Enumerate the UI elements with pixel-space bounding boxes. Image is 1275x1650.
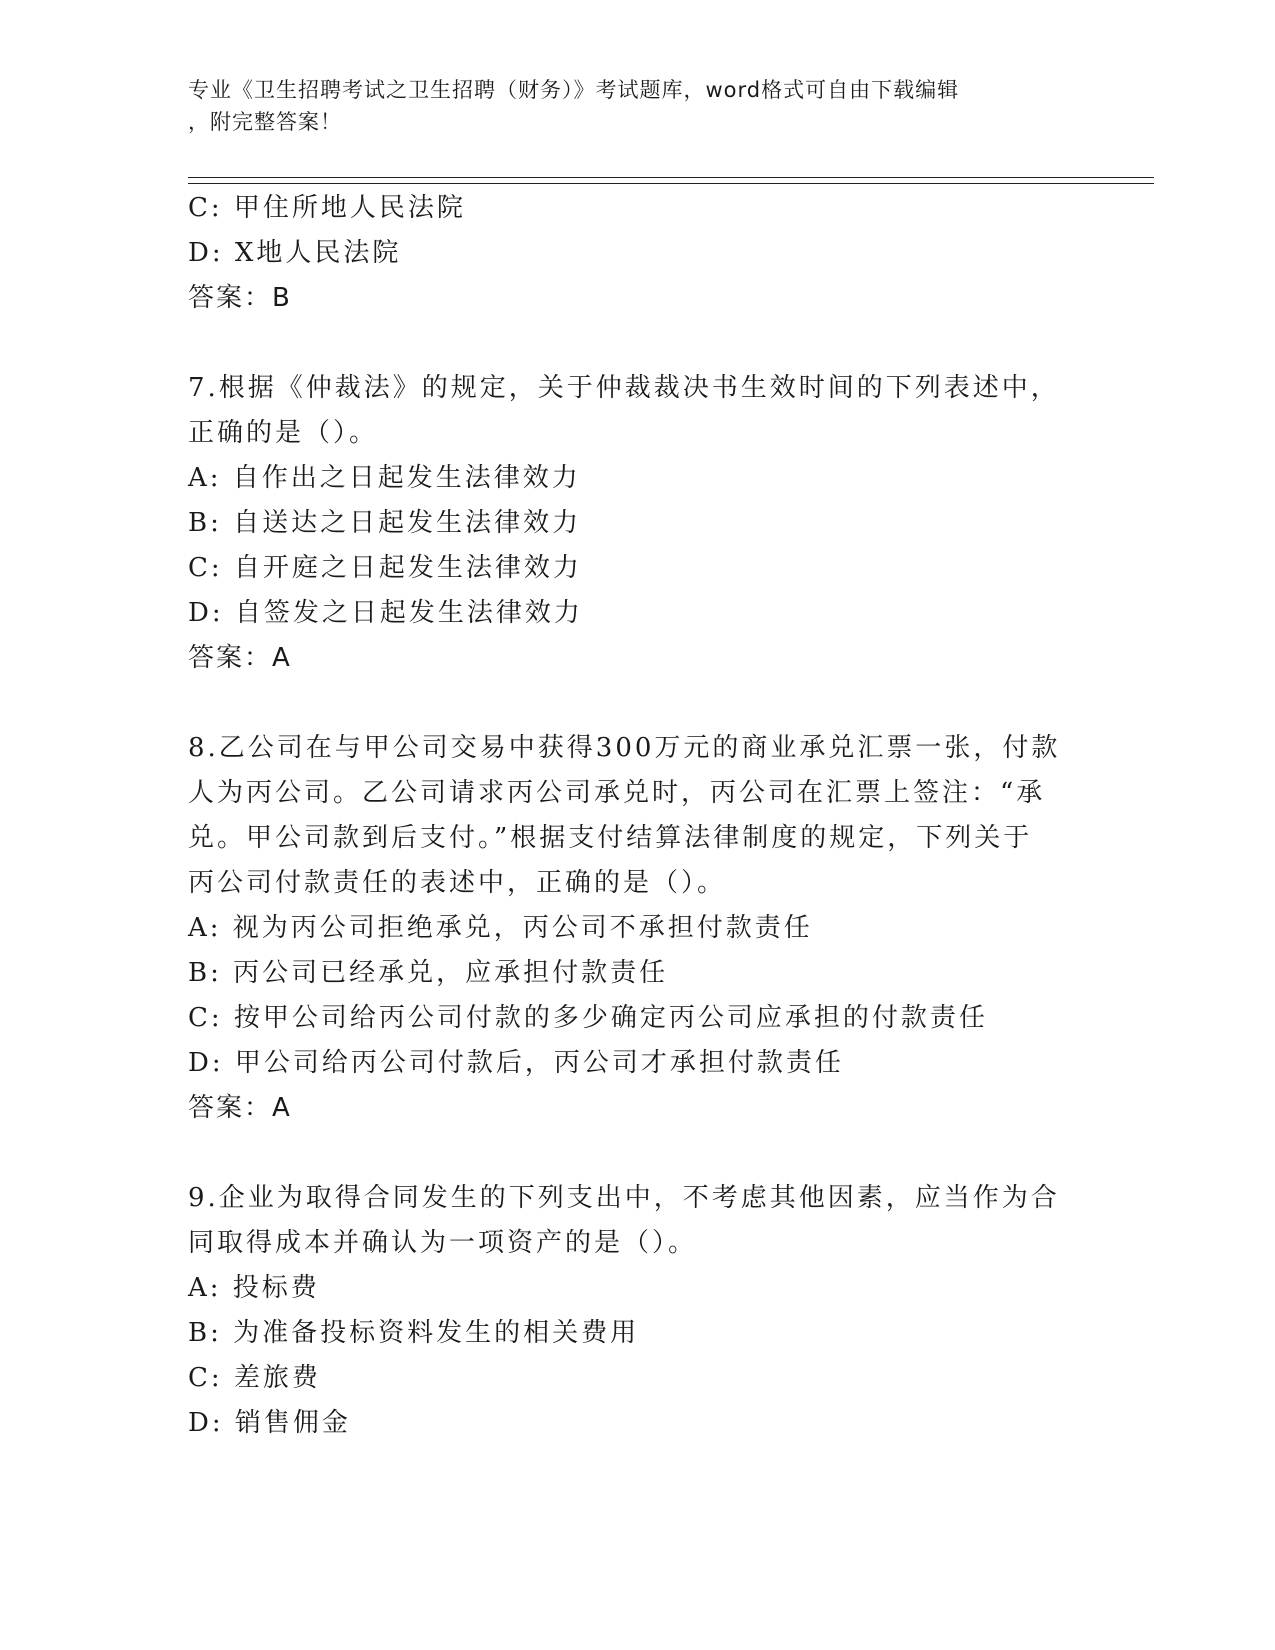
header-divider-top — [188, 177, 1154, 178]
answer: 答案：A — [188, 643, 292, 673]
option-d: D: 自签发之日起发生法律效力 — [188, 598, 583, 628]
answer: 答案：A — [188, 1093, 292, 1123]
question-stem-line: 正确的是（）。 — [188, 418, 379, 448]
question-stem-line: 同取得成本并确认为一项资产的是（）。 — [188, 1228, 698, 1258]
option-b: B: 自送达之日起发生法律效力 — [188, 508, 582, 538]
option-b: B: 丙公司已经承兑，应承担付款责任 — [188, 958, 669, 988]
header-line-1: 专业《卫生招聘考试之卫生招聘（财务）》考试题库，word格式可自由下载编辑 — [188, 78, 960, 102]
question-content — [188, 186, 1068, 1446]
option-a: A: 自作出之日起发生法律效力 — [188, 463, 581, 493]
header-line-2: ，附完整答案！ — [188, 110, 342, 134]
question-stem-line: 人为丙公司。乙公司请求丙公司承兑时，丙公司在汇票上签注：“承 — [188, 778, 1046, 808]
option-b: B: 为准备投标资料发生的相关费用 — [188, 1318, 640, 1348]
question-stem-line: 丙公司付款责任的表述中，正确的是（）。 — [188, 868, 727, 898]
option-d: D: 销售佣金 — [188, 1408, 351, 1438]
question-9 — [188, 1176, 1068, 1446]
option-a: A: 视为丙公司拒绝承兑，丙公司不承担付款责任 — [188, 913, 813, 943]
document-header — [188, 74, 1068, 138]
previous-option-d: D: X地人民法院 — [188, 238, 402, 268]
previous-option-c: C: 甲住所地人民法院 — [188, 193, 466, 223]
question-stem-line: 8.乙公司在与甲公司交易中获得300万元的商业承兑汇票一张，付款 — [188, 733, 1061, 763]
question-stem-line: 兑。甲公司款到后支付。”根据支付结算法律制度的规定，下列关于 — [188, 823, 1033, 853]
option-c: C: 自开庭之日起发生法律效力 — [188, 553, 582, 583]
question-7 — [188, 366, 1068, 681]
previous-answer: 答案：B — [188, 283, 292, 313]
header-divider-bottom — [188, 183, 1154, 184]
question-stem-line: 9.企业为取得合同发生的下列支出中，不考虑其他因素，应当作为合 — [188, 1183, 1060, 1213]
question-8 — [188, 726, 1068, 1131]
option-c: C: 按甲公司给丙公司付款的多少确定丙公司应承担的付款责任 — [188, 1003, 988, 1033]
option-a: A: 投标费 — [188, 1273, 320, 1303]
question-stem-line: 7.根据《仲裁法》的规定，关于仲裁裁决书生效时间的下列表述中， — [188, 373, 1060, 403]
option-d: D: 甲公司给丙公司付款后，丙公司才承担付款责任 — [188, 1048, 844, 1078]
option-c: C: 差旅费 — [188, 1363, 321, 1393]
